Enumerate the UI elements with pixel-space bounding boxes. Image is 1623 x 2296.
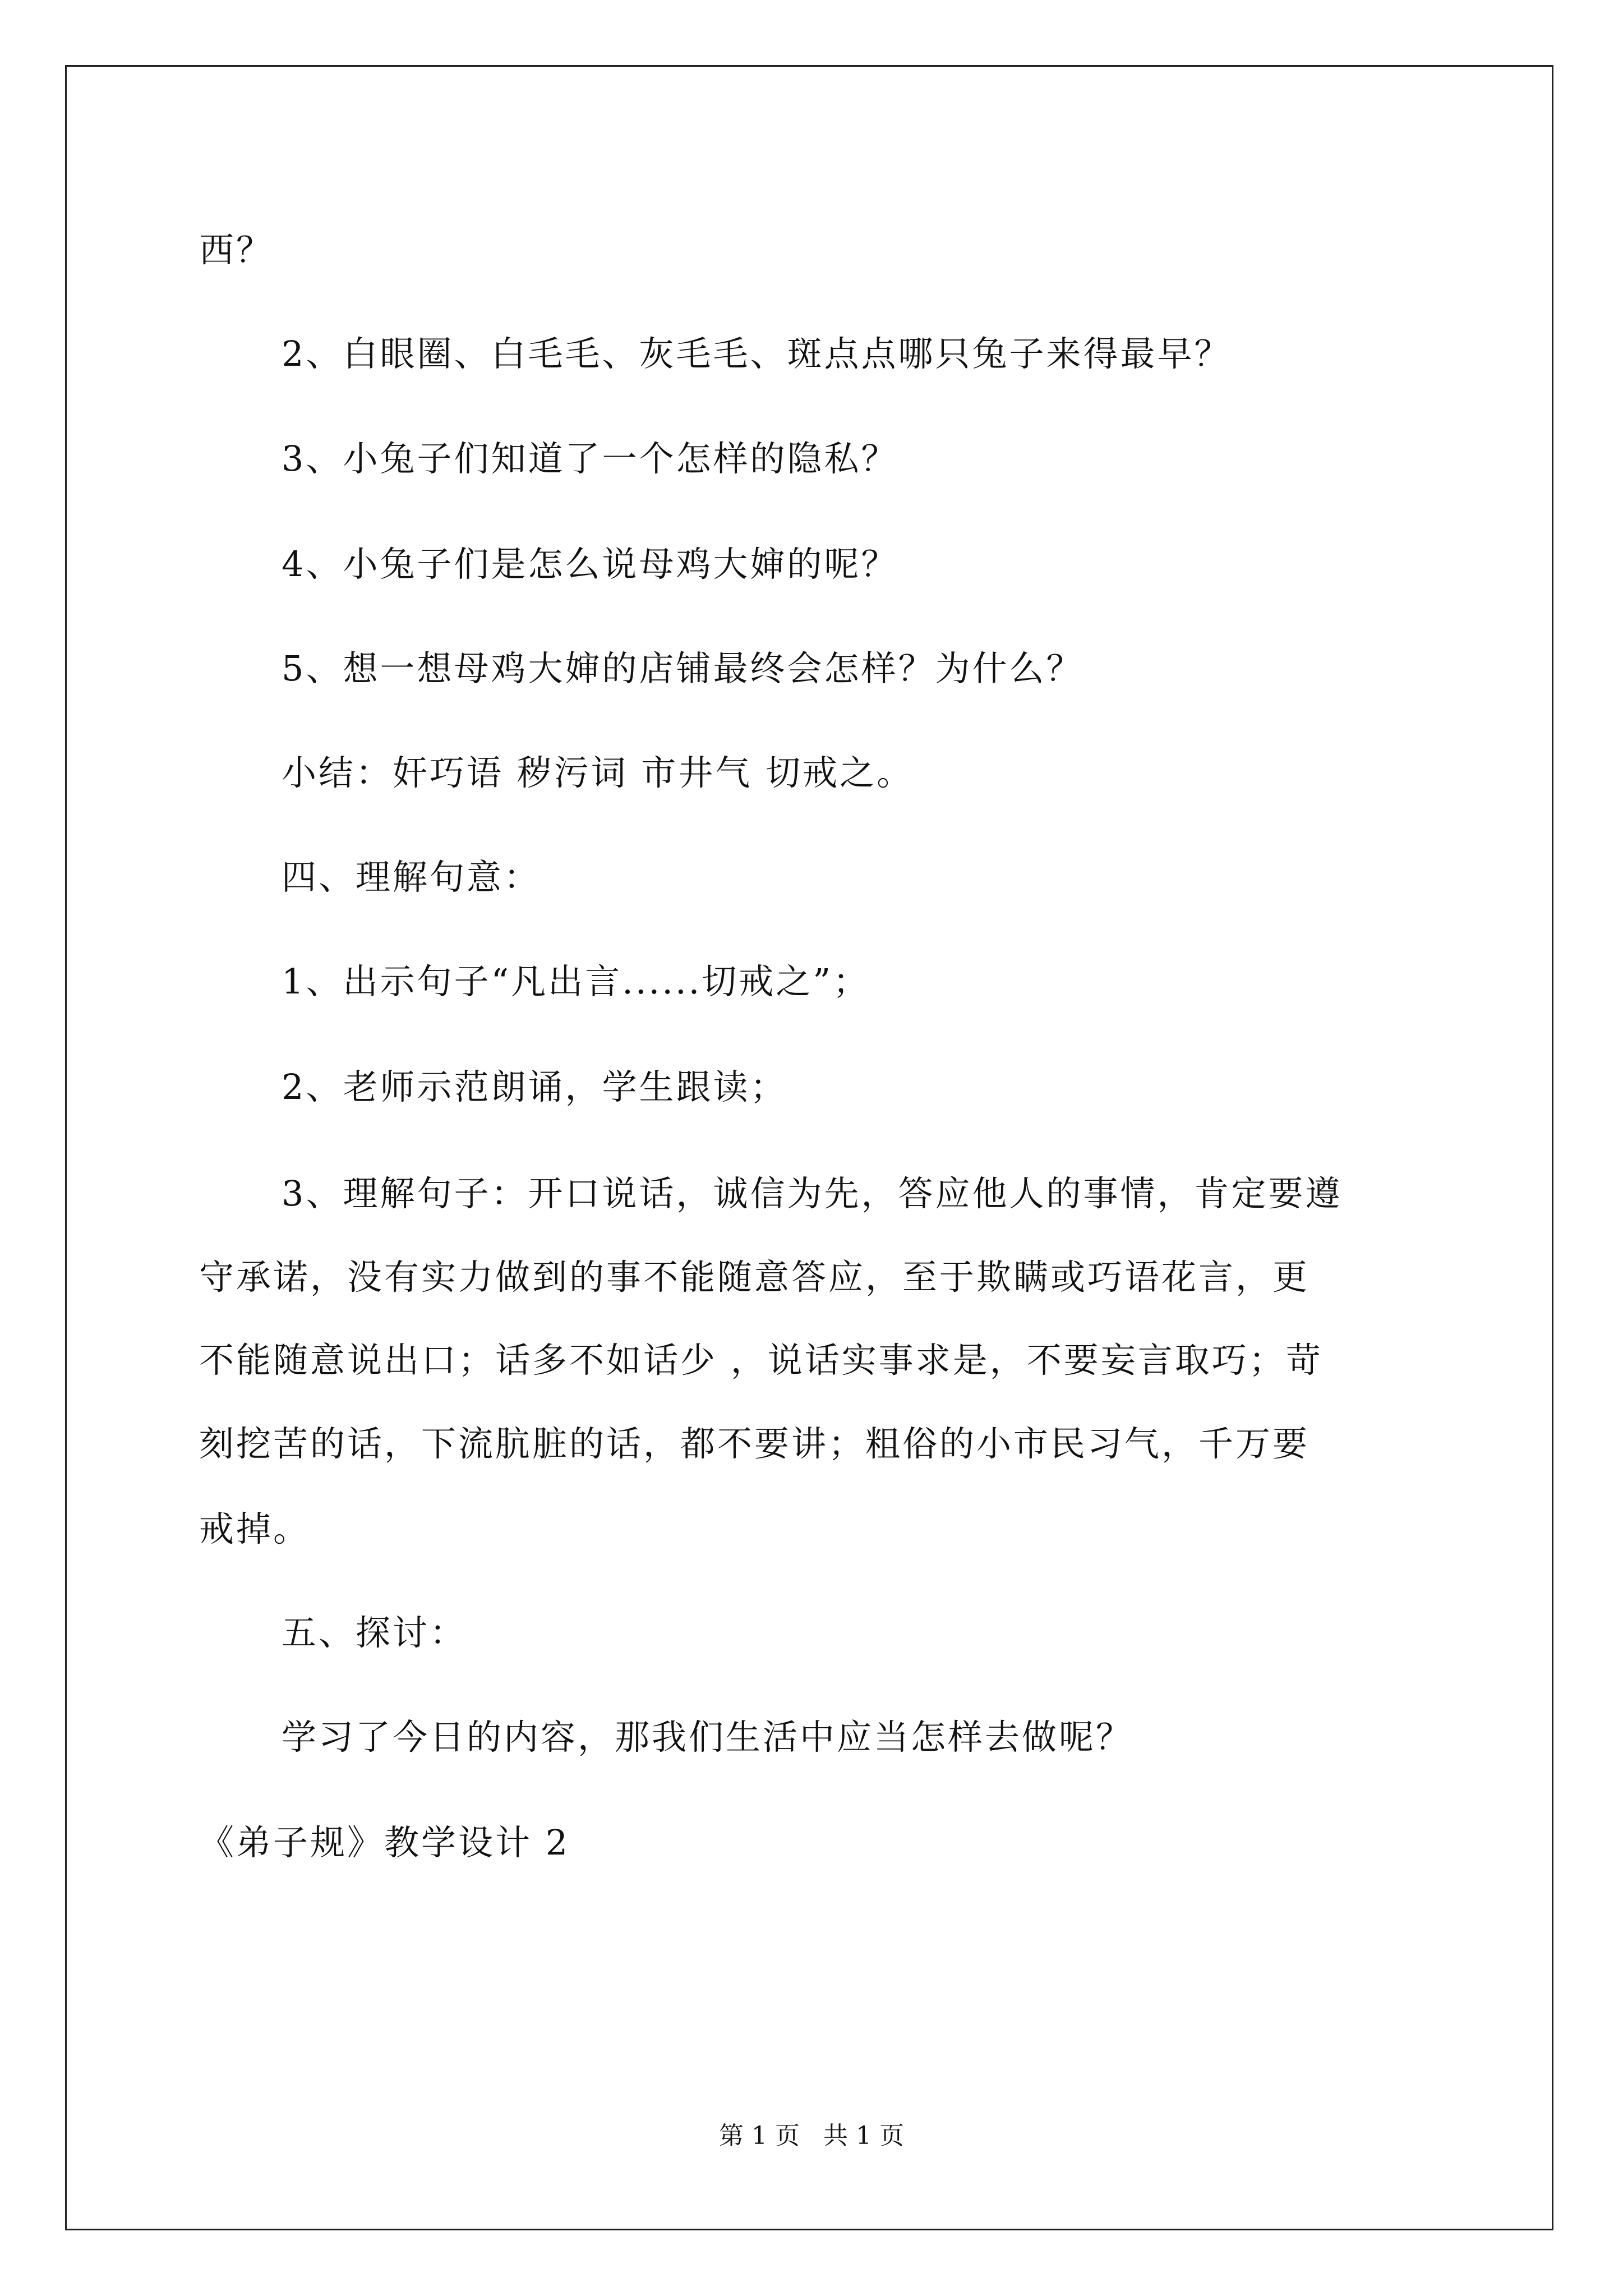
question-1: 2、白眼圈、白毛毛、灰毛毛、斑点点哪只兔子来得最早？ (282, 333, 1232, 374)
step-3-line-2: 守承诺，没有实力做到的事不能随意答应，至于欺瞒或巧语花言，更 (199, 1257, 1310, 1297)
section-heading-5: 五、探讨： (282, 1612, 467, 1653)
page-border (65, 65, 1553, 2230)
step-3-line-1: 3、理解句子：开口说话，诚信为先，答应他人的事情，肯定要遵 (282, 1173, 1343, 1214)
question-4: 5、想一想母鸡大婶的店铺最终会怎样？为什么？ (282, 648, 1083, 689)
next-section-title: 《弟子规》教学设计 2 (199, 1822, 570, 1863)
question-3: 4、小兔子们是怎么说母鸡大婶的呢？ (282, 544, 898, 585)
question-2: 3、小兔子们知道了一个怎样的隐私？ (282, 438, 898, 479)
discussion-question: 学习了今日的内容，那我们生活中应当怎样去做呢？ (282, 1717, 1133, 1757)
text-line-continuation: 西？ (199, 229, 274, 270)
step-3-line-3: 不能随意说出口；话多不如话少 ，说话实事求是，不要妄言取巧；苛 (199, 1340, 1323, 1381)
step-3-line-5: 戒掉。 (199, 1508, 311, 1549)
step-2: 2、老师示范朗诵，学生跟读； (282, 1066, 787, 1107)
page-footer: 第 1 页 共 1 页 (719, 2122, 904, 2150)
summary-line: 小结：奸巧语 秽污词 市井气 切戒之。 (282, 752, 914, 793)
step-1: 1、出示句子“凡出言......切戒之”； (282, 961, 870, 1002)
section-heading-4: 四、理解句意： (282, 857, 541, 898)
step-3-line-4: 刻挖苦的话，下流肮脏的话，都不要讲；粗俗的小市民习气，千万要 (199, 1423, 1310, 1464)
